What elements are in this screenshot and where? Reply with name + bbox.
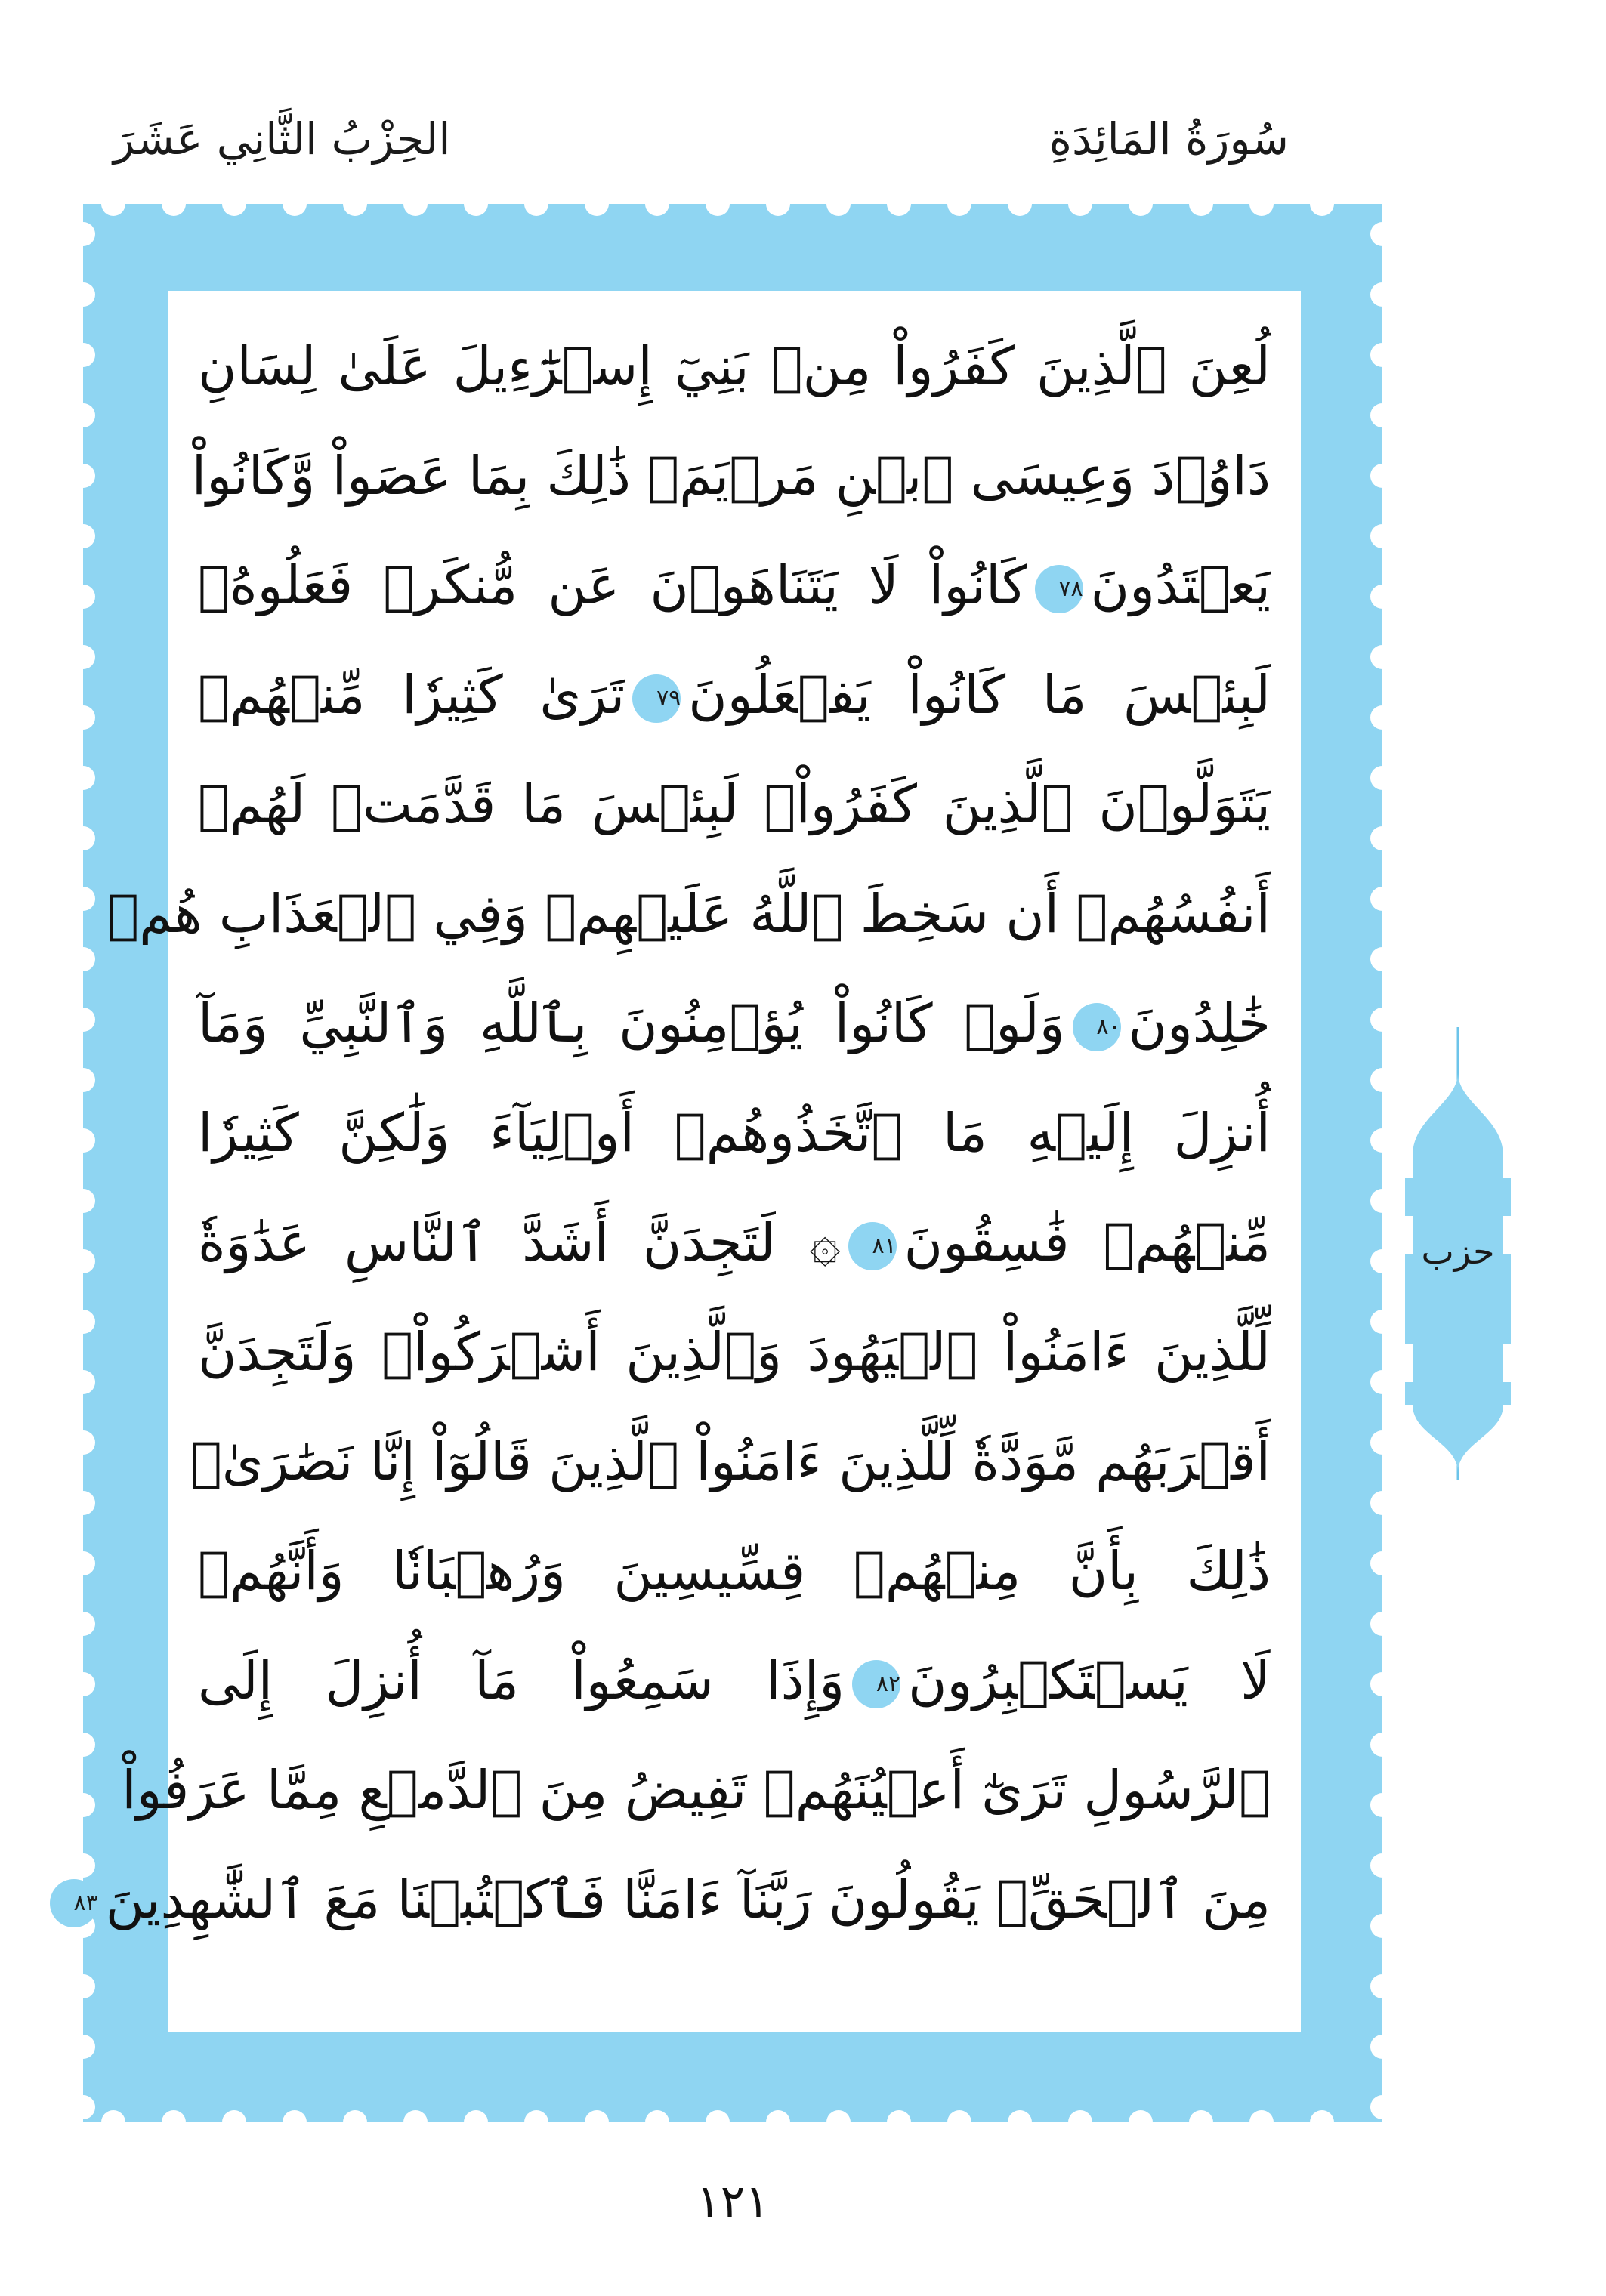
frame-notch [1370, 705, 1394, 730]
frame-notch [1370, 1491, 1394, 1515]
ayah-number-marker: ٨٠ [1073, 1003, 1121, 1051]
verse-text: لِّلَّذِينَ ءَامَنُواْ ٱلۡيَهُودَ وَٱلَّذِينَ أَشۡرَكُواْۖ وَلَتَجِدَنَّ [198, 1321, 1271, 1383]
frame-notch [1008, 2110, 1032, 2134]
frame-notch [222, 192, 246, 216]
frame-notch [1370, 524, 1394, 548]
frame-notch [222, 2110, 246, 2134]
frame-notch [71, 887, 95, 911]
frame-notch [71, 1310, 95, 1334]
frame-notch [1370, 1853, 1394, 1878]
frame-notch [1370, 1068, 1394, 1092]
frame-notch [71, 1128, 95, 1153]
verse-line [198, 1518, 1271, 1624]
verse-line [190, 1409, 1271, 1514]
verse-line [122, 1737, 1271, 1843]
ayah-number-marker: ٨١ [848, 1222, 897, 1270]
frame-notch [71, 1370, 95, 1394]
frame-notch [1370, 1551, 1394, 1575]
frame-notch [343, 192, 367, 216]
verse-lines [73, 291, 1301, 2032]
verse-line [107, 861, 1271, 967]
frame-notch [887, 2110, 911, 2134]
frame-notch [1370, 826, 1394, 850]
frame-notch [162, 192, 186, 216]
frame-notch [1370, 2095, 1394, 2119]
frame-notch [71, 1793, 95, 1817]
frame-notch [1370, 222, 1394, 246]
frame-notch [71, 645, 95, 669]
frame-notch [71, 1672, 95, 1696]
verse-text: ۞ لَتَجِدَنَّ أَشَدَّ ٱلنَّاسِ عَدَٰوَةٗ [198, 1211, 841, 1273]
frame-notch [826, 2110, 851, 2134]
page-number: ١٢١ [696, 2175, 770, 2228]
frame-notch [645, 2110, 669, 2134]
frame-notch [464, 192, 488, 216]
verse-text: أَنفُسُهُمۡ أَن سَخِطَ ٱللَّهُ عَلَيۡهِمۡ وَفِي ٱلۡعَذَابِ هُمۡ [107, 883, 1271, 945]
frame-notch [524, 2110, 548, 2134]
frame-notch [524, 192, 548, 216]
frame-notch [1129, 192, 1153, 216]
verse-line [198, 532, 1271, 638]
frame-notch [706, 192, 730, 216]
verse-text: لَا يَسۡتَكۡبِرُونَ [908, 1649, 1271, 1711]
frame-notch [1129, 2110, 1153, 2134]
frame-notch [283, 2110, 307, 2134]
frame-notch [1370, 1008, 1394, 1032]
frame-notch [1370, 1430, 1394, 1455]
frame-notch [947, 192, 971, 216]
frame-notch [1370, 1189, 1394, 1213]
frame-notch [1370, 2035, 1394, 2059]
verse-line [198, 642, 1271, 748]
frame-notch [71, 1068, 95, 1092]
frame-notch [71, 1733, 95, 1757]
frame-notch [1370, 1672, 1394, 1696]
frame-notch [1370, 1249, 1394, 1273]
frame-notch [71, 464, 95, 488]
frame-notch [1310, 192, 1334, 216]
frame-notch [71, 222, 95, 246]
verse-line [198, 1190, 1271, 1295]
verse-text: أَقۡرَبَهُم مَّوَدَّةٗ لِّلَّذِينَ ءَامَنُواْ ٱلَّذِينَ قَالُوٓاْ إِنَّا نَصَٰرَىٰۚ [190, 1430, 1271, 1492]
frame-notch [71, 1974, 95, 1998]
frame-notch [1370, 343, 1394, 367]
frame-notch [71, 403, 95, 427]
surah-name: سُورَةُ المَائِدَةِ [1049, 113, 1289, 165]
frame-notch [645, 192, 669, 216]
frame-notch [1370, 947, 1394, 971]
frame-notch [1068, 192, 1092, 216]
hizb-marker-label: حزب [1421, 1231, 1495, 1272]
frame-notch [706, 2110, 730, 2134]
frame-notch [1370, 1793, 1394, 1817]
frame-notch [826, 192, 851, 216]
text-panel [73, 291, 1301, 2032]
verse-text: لُعِنَ ٱلَّذِينَ كَفَرُواْ مِنۢ بَنِيٓ إِسۡرَٰٓءِيلَ عَلَىٰ لِسَانِ [198, 335, 1271, 397]
verse-line [198, 1080, 1271, 1186]
frame-notch [403, 2110, 428, 2134]
frame-notch [766, 192, 790, 216]
frame-notch [585, 192, 609, 216]
frame-notch [101, 2110, 125, 2134]
frame-notch [1370, 464, 1394, 488]
ayah-number-marker: ٨٢ [852, 1660, 900, 1708]
frame-notch [71, 1008, 95, 1032]
verse-text: دَاوُۥدَ وَعِيسَى ٱبۡنِ مَرۡيَمَۚ ذَٰلِكَ بِمَا عَصَواْ وَّكَانُواْ [191, 445, 1271, 507]
frame-notch [403, 192, 428, 216]
frame-notch [1370, 645, 1394, 669]
frame-notch [1249, 192, 1274, 216]
frame-notch [343, 2110, 367, 2134]
verse-line [198, 1628, 1271, 1733]
verse-text: ٱلرَّسُولِ تَرَىٰٓ أَعۡيُنَهُمۡ تَفِيضُ مِنَ ٱلدَّمۡعِ مِمَّا عَرَفُواْ [122, 1759, 1271, 1821]
frame-notch [1370, 403, 1394, 427]
frame-notch [71, 1551, 95, 1575]
verse-text: تَرَىٰ كَثِيرٗا مِّنۡهُمۡ [198, 664, 625, 726]
frame-notch [1068, 2110, 1092, 2134]
verse-text: أُنزِلَ إِلَيۡهِ مَا ٱتَّخَذُوهُمۡ أَوۡلِيَآءَ وَلَٰكِنَّ كَثِيرٗا [198, 1102, 1271, 1164]
frame-notch [887, 192, 911, 216]
frame-notch [1310, 2110, 1334, 2134]
frame-notch [283, 192, 307, 216]
verse-text: ذَٰلِكَ بِأَنَّ مِنۡهُمۡ قِسِّيسِينَ وَرُهۡبَانٗا وَأَنَّهُمۡ [198, 1540, 1271, 1602]
frame-notch [1370, 1974, 1394, 1998]
frame-notch [71, 585, 95, 609]
verse-line [73, 1847, 1271, 1952]
frame-notch [1370, 1128, 1394, 1153]
hizb-name: الحِزْبُ الثَّانِي عَشَرَ [113, 113, 451, 165]
frame-notch [1370, 1612, 1394, 1636]
verse-line [198, 751, 1271, 857]
frame-notch [71, 282, 95, 307]
frame-notch [71, 826, 95, 850]
frame-notch [71, 343, 95, 367]
verse-text: مِنَ ٱلۡحَقِّۖ يَقُولُونَ رَبَّنَآ ءَامَنَّا فَٱكۡتُبۡنَا مَعَ ٱلشَّٰهِدِينَ [105, 1869, 1271, 1930]
frame-notch [1249, 2110, 1274, 2134]
frame-notch [585, 2110, 609, 2134]
frame-notch [71, 1249, 95, 1273]
frame-notch [1370, 887, 1394, 911]
frame-notch [1189, 2110, 1213, 2134]
verse-line [198, 971, 1271, 1076]
verse-text: يَتَوَلَّوۡنَ ٱلَّذِينَ كَفَرُواْۚ لَبِئۡسَ مَا قَدَّمَتۡ لَهُمۡ [198, 773, 1271, 835]
verse-text: خَٰلِدُونَ [1128, 992, 1271, 1054]
frame-notch [766, 2110, 790, 2134]
verse-line [191, 423, 1271, 529]
frame-notch [71, 2035, 95, 2059]
frame-notch [101, 192, 125, 216]
frame-notch [71, 1189, 95, 1213]
ayah-number-marker: ٧٨ [1035, 565, 1083, 613]
frame-notch [464, 2110, 488, 2134]
verse-text: مِّنۡهُمۡ فَٰسِقُونَ [903, 1211, 1271, 1273]
verse-line [198, 313, 1271, 419]
frame-notch [1370, 1914, 1394, 1938]
frame-notch [162, 2110, 186, 2134]
frame-notch [947, 2110, 971, 2134]
verse-text: لَبِئۡسَ مَا كَانُواْ يَفۡعَلُونَ [688, 664, 1271, 726]
frame-notch [1008, 192, 1032, 216]
verse-text: يَعۡتَدُونَ [1090, 554, 1271, 616]
verse-text: كَانُواْ لَا يَتَنَاهَوۡنَ عَن مُّنكَرٖ فَعَلُوهُۚ [198, 554, 1027, 616]
frame-notch [1370, 282, 1394, 307]
frame-notch [71, 2095, 95, 2119]
frame-notch [71, 1612, 95, 1636]
frame-notch [1370, 766, 1394, 790]
frame-notch [1370, 1310, 1394, 1334]
frame-notch [1370, 585, 1394, 609]
frame-notch [71, 705, 95, 730]
verse-text: وَلَوۡ كَانُواْ يُؤۡمِنُونَ بِٱللَّهِ وَٱلنَّبِيِّ وَمَآ [198, 992, 1065, 1054]
frame-notch [71, 524, 95, 548]
frame-notch [71, 947, 95, 971]
frame-notch [1370, 1733, 1394, 1757]
frame-notch [71, 1430, 95, 1455]
frame-notch [71, 1491, 95, 1515]
ayah-number-marker: ٧٩ [632, 674, 681, 723]
frame-notch [71, 766, 95, 790]
verse-line [198, 1299, 1271, 1405]
frame-notch [1189, 192, 1213, 216]
ayah-number-marker: ٨٣ [50, 1879, 98, 1927]
frame-notch [1370, 1370, 1394, 1394]
verse-text: وَإِذَا سَمِعُواْ مَآ أُنزِلَ إِلَى [198, 1649, 845, 1711]
